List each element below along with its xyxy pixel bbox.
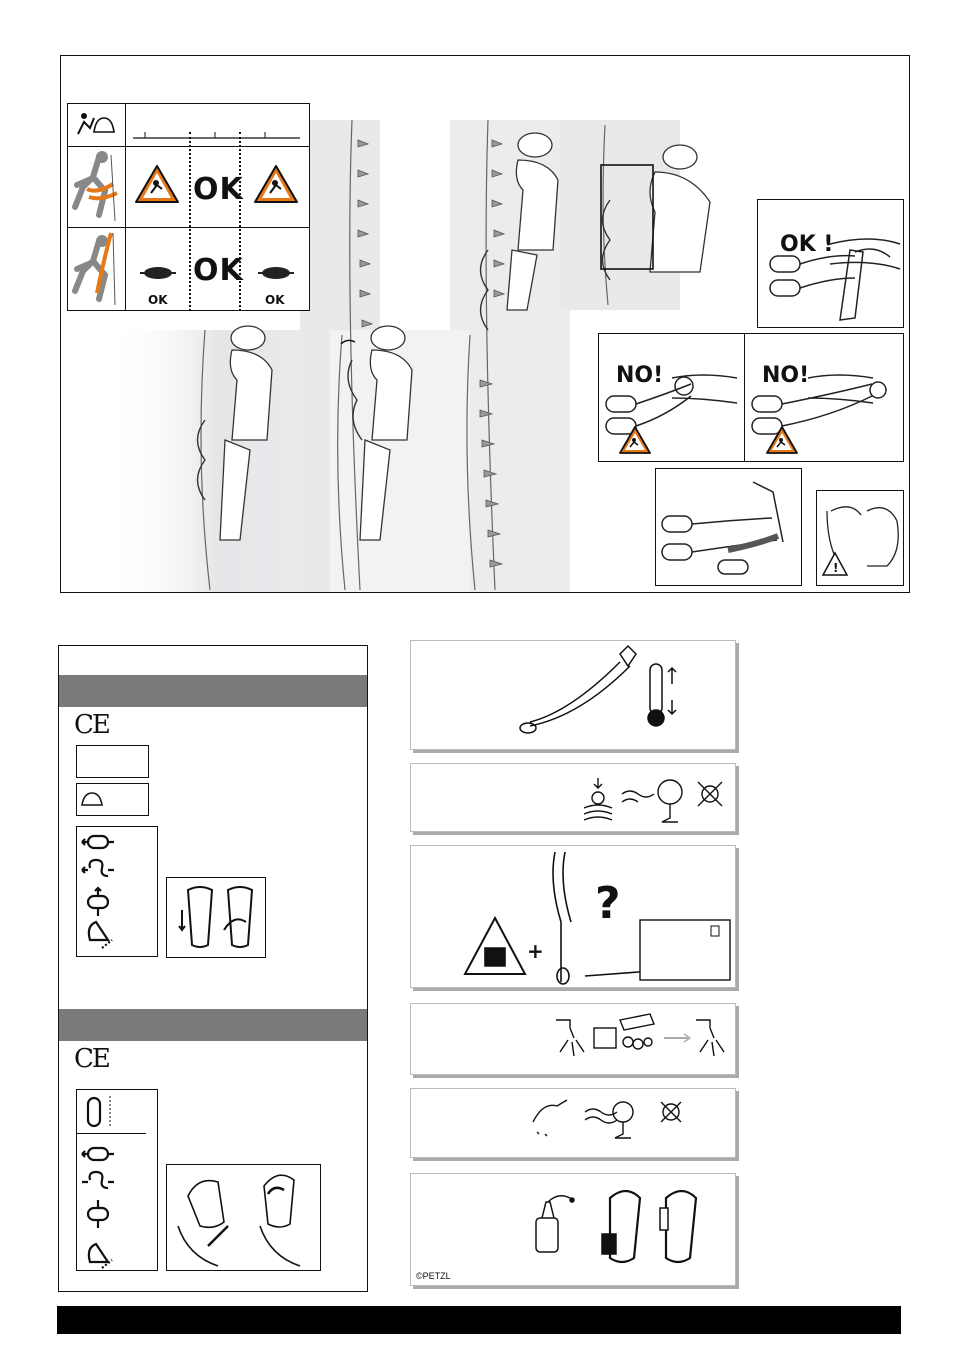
- lanyard-temperature-illustration: [510, 644, 710, 748]
- svg-text:+: +: [527, 939, 544, 963]
- climber-helmet-icon: [74, 110, 114, 140]
- connector-strength-icons-2: [80, 1092, 140, 1272]
- no-label-2: NO!: [762, 363, 810, 388]
- cleaning-icons: [548, 1008, 728, 1072]
- spec-header-bar-1: [59, 675, 367, 707]
- coiled-rope-icon: [138, 263, 178, 283]
- table-scale-ticks: [125, 128, 305, 148]
- ok-label: OK !: [780, 232, 834, 257]
- connector-strength-icons-1: [80, 830, 140, 955]
- no-panels-divider: [744, 333, 745, 462]
- ce-mark-icon: CE: [74, 710, 109, 740]
- ce-mark-icon: CE: [74, 1044, 109, 1074]
- carabiner-gate-icons: [168, 880, 264, 956]
- warning-triangle-icon: [253, 163, 299, 205]
- table-dotted-divider-1: [189, 132, 191, 311]
- warning-triangle-icon: [618, 425, 652, 455]
- helmet-icon: [80, 789, 102, 807]
- lubrication-illustration: [530, 1178, 730, 1278]
- helmet-snag-illustration: [817, 491, 903, 585]
- lanyard-absorber-illustration: [658, 472, 798, 582]
- spec-blank-field: [76, 745, 149, 778]
- footer-black-bar: [57, 1306, 901, 1334]
- row2-right-ok: OK: [265, 293, 285, 307]
- svg-text:!: !: [833, 561, 839, 575]
- drying-icons: [525, 1092, 705, 1152]
- warning-triangle-icon: [134, 163, 180, 205]
- no-label-1: NO!: [616, 363, 664, 388]
- climber-orange-lanyard-icon-2: [69, 229, 125, 309]
- warning-triangle-icon: [765, 425, 799, 455]
- storage-drying-icons: [580, 768, 730, 828]
- svg-text:?: ?: [595, 878, 621, 929]
- chemical-hazard-illustration: [455, 848, 735, 988]
- row2-left-ok: OK: [148, 293, 168, 307]
- copyright-text: ©PETZL: [416, 1271, 451, 1281]
- spec-header-bar-2: [59, 1009, 367, 1041]
- row1-center-ok: OK: [193, 172, 244, 207]
- row2-center-ok: OK: [193, 253, 244, 288]
- harness-lanyard-ok-illustration: [760, 204, 900, 324]
- coiled-rope-icon: [256, 263, 296, 283]
- carabiner-hand-operation-illustration: [168, 1166, 318, 1270]
- climber-orange-lanyard-icon-1: [69, 149, 125, 227]
